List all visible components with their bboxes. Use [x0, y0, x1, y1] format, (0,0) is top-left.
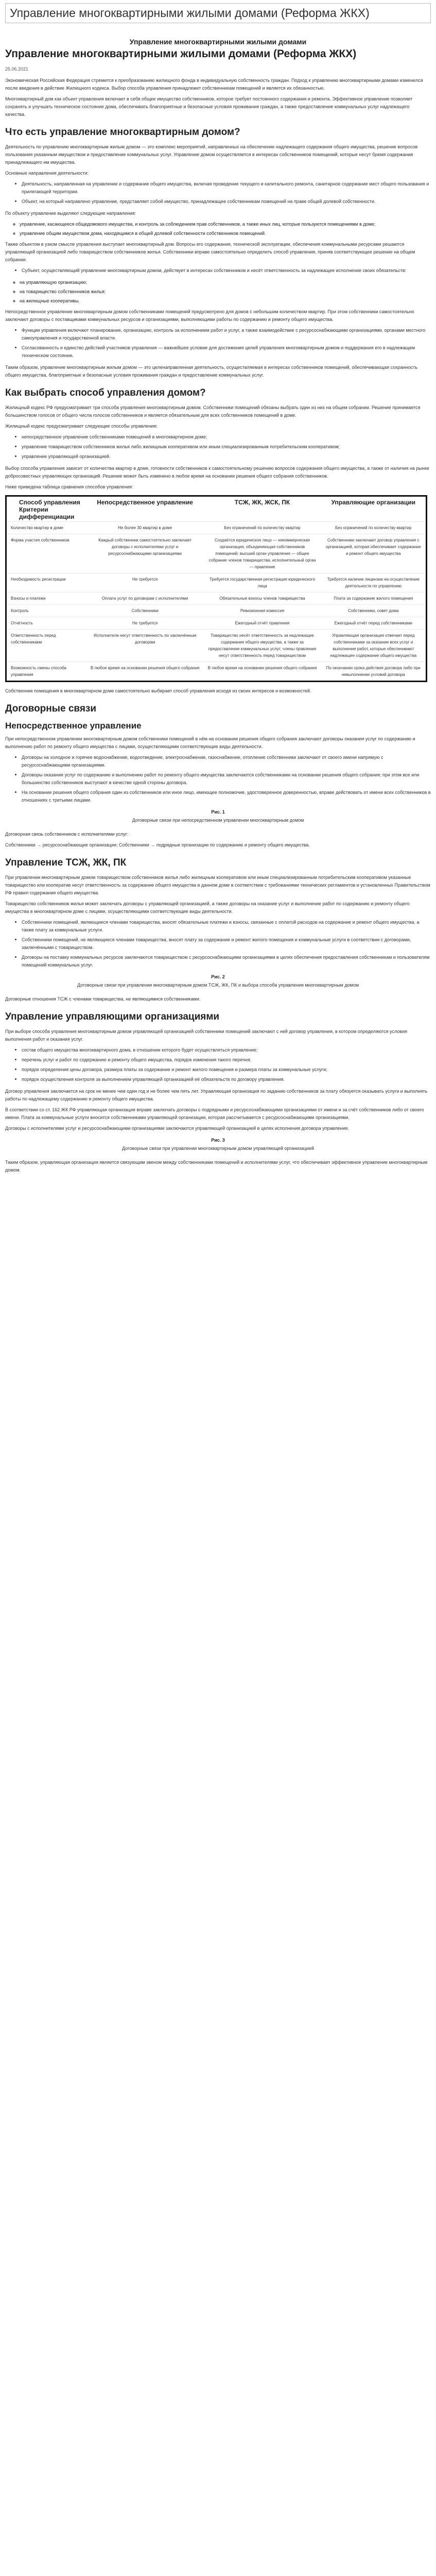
table-cell: Ревизионная комиссия [204, 605, 321, 617]
table-header: Управляющие организации [331, 499, 415, 506]
list-item: ◦ на товарищество собственников жилья; [20, 288, 431, 296]
table-cell: Оплата услуг по договорам с исполнителями [86, 592, 204, 605]
table-row [7, 573, 426, 592]
list-item: • Субъект, осуществляющий управление многоквартирным домом, действует в интересах собственников и несёт ответственность за надлежащее исполнение своих обязательств: [22, 267, 431, 275]
document-heading: Управление многоквартирными жилыми домами (Реформа ЖКХ) [5, 48, 357, 60]
table-cell: Без ограничений по количеству квартир [204, 522, 321, 534]
section-heading: Как выбрать способ управления домом? [5, 387, 206, 398]
table-cell: Контроль [7, 605, 86, 617]
paragraph: Таким образом, управление многоквартирным жилым домом — это целенаправленная деятельность, осуществляемая в интересах собственников помещений, обеспечивающая сохранность общего имущества, благоприятные и безопасные условия проживания граждан и предоставление коммунальных услуг. [5, 365, 417, 378]
list-item: • Договоры на холодное и горячее водоснабжение, водоотведение, электроснабжение, газоснабжение, отопление собственники заключают от своего имени напрямую с ресурсоснабжающими организациями. [22, 754, 431, 769]
table-cell: Управляющая организация отвечает перед собственниками за оказание всех услуг и выполнение работ, которые обеспечивают надлежащее содержание общего имущества [321, 630, 426, 662]
table-cell: Требуется государственная регистрация юридического лица [204, 573, 321, 592]
paragraph: При непосредственном управлении многоквартирным домом собственники помещений в нём на основании решения общего собрания заключают договоры оказания услуг по содержанию и выполнению работ по ремонту общего имущества с лицами, осуществляющими соответствующие виды деятельности. [5, 736, 415, 749]
sub-list [5, 221, 431, 238]
comparison-table [5, 495, 427, 682]
paragraph: Договорные отношения ТСЖ с членами товарищества, не являющимися собственниками. [5, 996, 201, 1002]
table-cell: Отчётность [7, 617, 86, 630]
table-cell: Ежегодный отчёт перед собственниками [321, 617, 426, 630]
list-item: • управление управляющей организацией. [22, 453, 431, 461]
list-item: • состав общего имущества многоквартирного дома, в отношении которого будет осуществляться управление; [22, 1046, 431, 1054]
paragraph: Непосредственное управление многоквартирным домом собственниками помещений предусмотрено для домов с небольшим количеством квартир. При этом собственники самостоятельно заключают договоры с поставщиками коммунальных ресурсов и организациями, выполняющими работы по содержанию и ремонту общего имущества. [5, 309, 414, 322]
paragraph: По объекту управление выделяют следующие направления: [5, 211, 136, 216]
figure-label: Рис. 1 [211, 809, 225, 815]
paragraph: Таким образом, управляющая организация является связующим звеном между собственниками помещений и исполнителями услуг, что обеспечивает эффективное управление многоквартирным домом. [5, 1160, 428, 1173]
table-row [7, 630, 426, 662]
figure-caption: Договорные связи при непосредственном управлении многоквартирным домом [132, 818, 304, 823]
table-cell: Товарищество несёт ответственность за надлежащее содержание общего имущества, а также за предоставление коммунальных услуг; члены правления несут ответственность перед товариществом [204, 630, 321, 662]
figure-2 [5, 974, 431, 989]
list-item: • Функции управления включают планирование, организацию, контроль за исполнением работ и услуг, а также взаимодействие с ресурсоснабжающими организациями, органами местного самоуправления и государственной власти. [22, 327, 431, 342]
table-cell: Форма участия собственников [7, 534, 86, 573]
list-item: • Договоры на поставку коммунальных ресурсов заключаются товариществом с ресурсоснабжающими организациями в целях обеспечения предоставления собственникам и пользователям помещений коммунальных услуг. [22, 954, 431, 969]
list-item: • На основании решения общего собрания один из собственников или иное лицо, имеющее полномочие, удостоверенное доверенностью, вправе действовать от имени всех собственников в отношениях с третьими лицами. [22, 789, 431, 804]
list-item: • Деятельность, направленная на управление и содержание общего имущества, включая проведение текущего и капитального ремонта, санитарное содержание мест общего пользования и прилегающей территории. [22, 180, 431, 196]
list-item: • Объект, на который направлено управление, представляет собой имущество, принадлежащее собственникам помещений на праве общей долевой собственности. [22, 198, 431, 206]
figure-label: Рис. 3 [211, 1138, 225, 1143]
list-item: ◦ управление, касающееся общедомового имущества, и контроль за соблюдением прав собственников, а также иных лиц, которые пользуются помещениями в доме; [20, 221, 431, 228]
table-cell: В любое время на основании решения общего собрания [204, 662, 321, 681]
list-item: • Собственники помещений, не являющиеся членами товарищества, вносят плату за содержание и ремонт жилого помещения и коммунальные услуги в соответствии с договорами, заключёнными с товариществом. [22, 936, 431, 952]
bullet-list [5, 327, 431, 360]
table-cell: Ответственность перед собственниками [7, 630, 86, 662]
list-item: • непосредственное управление собственниками помещений в многоквартирном доме; [22, 433, 431, 441]
intro-paragraph: Многоквартирный дом как объект управления включает в себя общее имущество собственников, которое требует постоянного содержания и ремонта. Эффективное управление позволяет сохранять и улучшать техническое состояние дома, обеспечивать благоприятные и безопасные условия проживания граждан, а также предоставление коммунальных услуг надлежащего качества. [5, 96, 413, 117]
figure-3 [5, 1138, 431, 1153]
paragraph: Также объектом в узком смысле управления выступает многоквартирный дом. Вопросы его содержания, технической эксплуатации, обеспечения коммунальными ресурсами решаются управляющей организацией либо товариществом собственников жилья. Собственники вправе самостоятельно определить способ управления, приняв соответствующее решение на общем собрании. [5, 242, 415, 262]
bullet-list [5, 267, 431, 275]
paragraph: Жилищный кодекс предусматривает следующие способы управления: [5, 423, 158, 429]
paragraph: Собственник помещения в многоквартирном доме самостоятельно выбирает способ управления исходя из своих интересов и возможностей. [5, 688, 311, 693]
table-cell: Взносы и платежи [7, 592, 86, 605]
paragraph: В соответствии со ст. 162 ЖК РФ управляющая организация вправе заключать договоры с подрядными и ресурсоснабжающими организациями от имени и за счёт собственников либо от своего имени. Плата за коммунальные услуги вносится собственниками управляющей организации, которая рассчитывается с ресурсоснабжающими организациями. [5, 1107, 424, 1120]
subsection-heading: Непосредственное управление [5, 721, 142, 731]
figure-caption: Договорные связи при управлении многоквартирным домом управляющей организацией [121, 1146, 314, 1151]
table-cell: По окончании срока действия договора либо при невыполнении условий договора [321, 662, 426, 681]
table-cell: Без ограничений по количеству квартир [321, 522, 426, 534]
list-item: • Собственники помещений, являющиеся членами товарищества, вносят обязательные платежи и взносы, связанные с оплатой расходов на содержание и ремонт общего имущества, а также плату за коммунальные услуги. [22, 919, 431, 934]
publish-date: 25.06.2021 [5, 66, 29, 72]
table-cell: Исполнители несут ответственность по заключённым договорам [86, 630, 204, 662]
table-cell: Обязательные взносы членов товарищества [204, 592, 321, 605]
paragraph: Договорная связь собственников с исполнителями услуг: [5, 832, 129, 837]
figure-caption: Договорные связи при управлении многоквартирным домом ТСЖ, ЖК, ПК и выбора способа управления многоквартирным домом [77, 982, 359, 988]
table-row [7, 662, 426, 681]
list-item: ◦ управление общим имуществом дома, находящимся в общей долевой собственности собственников помещений. [20, 230, 431, 238]
table-cell: В любое время на основании решения общего собрания [86, 662, 204, 681]
document-title: Управление многоквартирными жилыми домами [129, 38, 307, 46]
paragraph: Деятельность по управлению многоквартирным жилым домом — это комплекс мероприятий, направленных на обеспечение надлежащего содержания общего имущества, решение вопросов пользования указанным имуществом и предоставление коммунальных услуг. Управление домом осуществляется в интересах собственников помещений, которые несут бремя содержания принадлежащего им имущества. [5, 144, 418, 165]
bullet-list [5, 1046, 431, 1083]
list-item: • Согласованность и единство действий участников управления — важнейшее условие для достижения целей управления многоквартирным домом и поддержания его в надлежащем техническом состоянии. [22, 344, 431, 360]
list-item: ◦ на жилищные кооперативы. [20, 297, 431, 305]
table-row [7, 592, 426, 605]
table-cell: Создаётся юридическое лицо — некоммерческая организация, объединяющая собственников помещений; высший орган управления — общее собрание членов товарищества, исполнительный орган — правление [204, 534, 321, 573]
bullet-list [5, 754, 431, 804]
list-item: • перечень услуг и работ по содержанию и ремонту общего имущества, порядок изменения такого перечня; [22, 1056, 431, 1064]
table-header: Непосредственное управление [97, 499, 193, 506]
paragraph: При выборе способа управления многоквартирным домом управляющей организацией собственники помещений заключают с ней договор управления, в котором определяются условия выполнения работ и оказания услуг. [5, 1029, 407, 1042]
figure-1 [5, 809, 431, 824]
table-cell: Собственники заключают договор управления с организацией, которая обеспечивает содержание и ремонт общего имущества [321, 534, 426, 573]
section-heading: Управление управляющими организациями [5, 1011, 220, 1022]
paragraph: Договоры с исполнителями услуг и ресурсоснабжающими организациями заключаются управляющей организацией в целях исполнения договора управления. [5, 1126, 349, 1131]
list-item: • порядок осуществления контроля за выполнением управляющей организацией её обязательств по договору управления. [22, 1076, 431, 1083]
paragraph: Собственники → ресурсоснабжающие организации; Собственники → подрядные организации по содержанию и ремонту общего имущества. [5, 842, 310, 848]
intro-paragraph: Экономическая Российская Федерация стремится к преобразованию жилищного фонда в индивидуальную собственность граждан. Подход к управлению многоквартирными домами изменился после введения в действие Жилищного кодекса. Выбор способа управления принадлежит собственникам помещений и является их обязанностью. [5, 78, 423, 91]
table-cell: Необходимость регистрации [7, 573, 86, 592]
table-cell: Не более 30 квартир в доме [86, 522, 204, 534]
paragraph: При управлении многоквартирным домом товариществом собственников жилья либо жилищным кооперативом или иным специализированным потребительским кооперативом указанные товарищество или кооператив несут ответственность за содержание общего имущества в данном доме в соответствии с требованиями технических регламентов и установленных Правительством РФ правил содержания общего имущества. [5, 875, 430, 895]
sub-list [5, 279, 431, 305]
table-row [7, 605, 426, 617]
table-cell: Ежегодный отчёт правления [204, 617, 321, 630]
table-row [7, 617, 426, 630]
paragraph: Договор управления заключается на срок не менее чем один год и не более чем пять лет. Управляющая организация по заданию собственников за плату обязуется оказывать услуги и выполнять работы по надлежащему содержанию и ремонту общего имущества. [5, 1089, 428, 1101]
list-item: ◦ на управляющую организацию; [20, 279, 431, 286]
paragraph: Жилищный кодекс РФ предусматривает три способа управления многоквартирным домом. Собственники помещений обязаны выбрать один из них на общем собрании. Решение принимается большинством голосов от общего числа голосов собственников и является обязательным для всех собственников помещений в доме. [5, 405, 421, 418]
table-cell: Собственники [86, 605, 204, 617]
page [0, 0, 436, 1188]
list-item: • порядок определения цены договора, размера платы за содержание и ремонт жилого помещения и размера платы за коммунальные услуги; [22, 1066, 431, 1074]
section-heading: Что есть управление многоквартирным домом? [5, 127, 240, 138]
table-cell: Требуется наличие лицензии на осуществление деятельности по управлению [321, 573, 426, 592]
paragraph: Ниже приведена таблица сравнения способов управления: [5, 484, 133, 489]
section-heading: Договорные связи [5, 703, 97, 714]
paragraph: Основные направления деятельности: [5, 171, 89, 176]
bullet-list [5, 919, 431, 969]
table-cell: Каждый собственник самостоятельно заключает договоры с исполнителями услуг и ресурсоснабжающими организациями [86, 534, 204, 573]
table-row [7, 522, 426, 534]
table-header: Способ управления Критерии дифференциации [19, 499, 80, 520]
list-item: • Договоры оказания услуг по содержанию и выполнению работ по ремонту общего имущества заключаются собственниками на основании решения общего собрания; при этом все или большинство собственников выступают в качестве одной стороны договора. [22, 771, 431, 787]
table-cell: Собственники, совет дома [321, 605, 426, 617]
table-cell: Возможность смены способа управления [7, 662, 86, 681]
paragraph: Выбор способа управления зависит от количества квартир в доме, готовности собственников к самостоятельному решению вопросов содержания общего имущества, а также от наличия на рынке добросовестных управляющих организаций. Решение может быть изменено в любое время на основании решения общего собрания собственников. [5, 466, 429, 479]
table-cell: Не требуется [86, 617, 204, 630]
table-cell: Количество квартир в доме [7, 522, 86, 534]
page-title: Управление многоквартирными жилыми домами (Реформа ЖКХ) [5, 3, 431, 23]
table-header: ТСЖ, ЖК, ЖСК, ПК [234, 499, 290, 506]
figure-label: Рис. 2 [211, 974, 225, 979]
paragraph: Товарищество собственников жилья может заключать договоры с управляющей организацией, а также договоры на оказание услуг и выполнение работ по содержанию и ремонту общего имущества в многоквартирном доме с лицами, осуществляющими соответствующие виды деятельности. [5, 901, 410, 914]
bullet-list [5, 433, 431, 461]
table-cell: Не требуется [86, 573, 204, 592]
section-heading: Управление ТСЖ, ЖК, ПК [5, 857, 127, 868]
list-item: • управление товариществом собственников жилья либо жилищным кооперативом или иным специализированным потребительским кооперативом; [22, 443, 431, 451]
bullet-list [5, 180, 431, 206]
table-row [7, 534, 426, 573]
table-cell: Плата за содержание жилого помещения [321, 592, 426, 605]
